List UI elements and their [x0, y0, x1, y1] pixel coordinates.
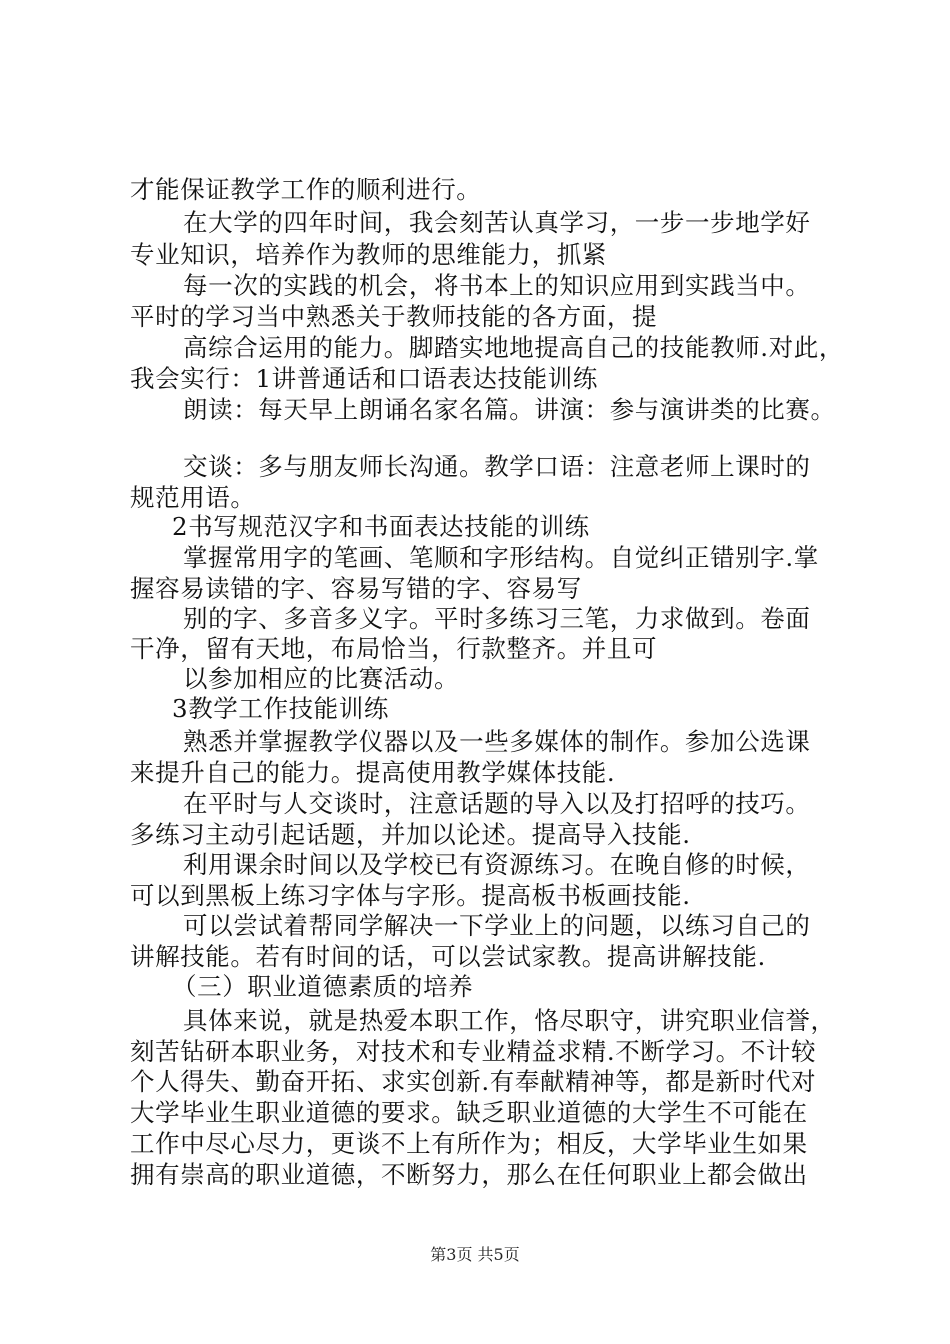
text-line: 干净，留有天地，布局恰当，行款整齐。并且可 [130, 634, 658, 663]
text-line: 2书写规范汉字和书面表达技能的训练 [172, 512, 590, 541]
text-line: 别的字、多音多义字。平时多练习三笔，力求做到。卷面 [183, 604, 811, 633]
text-line: 可以到黑板上练习字体与字形。提高板书板画技能. [130, 881, 691, 910]
text-line: 工作中尽心尽力，更谈不上有所作为；相反，大学毕业生如果 [130, 1129, 808, 1158]
section-heading: （三）职业道德素质的培养 [172, 972, 474, 1001]
text-line: 高综合运用的能力。脚踏实地地提高自己的技能教师.对此， [183, 333, 844, 362]
text-line: 在平时与人交谈时，注意话题的导入以及打招呼的技巧。 [183, 789, 811, 818]
text-line: 3教学工作技能训练 [172, 694, 389, 723]
text-line: 握容易读错的字、容易写错的字、容易写 [130, 574, 582, 603]
text-line: 才能保证教学工作的顺利进行。 [130, 175, 482, 204]
text-line: 交谈：多与朋友师长沟通。教学口语：注意老师上课时的 [183, 452, 811, 481]
text-line: 大学毕业生职业道德的要求。缺乏职业道德的大学生不可能在 [130, 1098, 808, 1127]
text-line: 在大学的四年时间，我会刻苦认真学习，一步一步地学好 [183, 208, 811, 237]
text-line: 掌握常用字的笔画、笔顺和字形结构。自觉纠正错别字.掌 [183, 543, 819, 572]
text-line: 具体来说，就是热爱本职工作，恪尽职守，讲究职业信誉， [183, 1006, 836, 1035]
text-line: 拥有崇高的职业道德，不断努力，那么在任何职业上都会做出 [130, 1160, 808, 1189]
text-line: 来提升自己的能力。提高使用教学媒体技能. [130, 758, 616, 787]
text-line: 熟悉并掌握教学仪器以及一些多媒体的制作。参加公选课 [183, 727, 811, 756]
text-line: 讲解技能。若有时间的话，可以尝试家教。提高讲解技能. [130, 942, 766, 971]
text-line: 平时的学习当中熟悉关于教师技能的各方面，提 [130, 302, 658, 331]
text-line: 可以尝试着帮同学解决一下学业上的问题，以练习自己的 [183, 911, 811, 940]
text-line: 朗读：每天早上朗诵名家名篇。讲演：参与演讲类的比赛。 [183, 395, 836, 424]
text-line: 以参加相应的比赛活动。 [183, 664, 460, 693]
text-line: 多练习主动引起话题，并加以论述。提高导入技能. [130, 820, 691, 849]
text-line: 我会实行：1讲普通话和口语表达技能训练 [130, 364, 598, 393]
text-line: 规范用语。 [130, 483, 256, 512]
text-line: 专业知识，培养作为教师的思维能力，抓紧 [130, 240, 607, 269]
text-line: 刻苦钻研本职业务，对技术和专业精益求精.不断学习。不计较 [130, 1037, 817, 1066]
text-line: 利用课余时间以及学校已有资源练习。在晚自修的时候， [183, 850, 811, 879]
text-line: 个人得失、勤奋开拓、求实创新.有奉献精神等，都是新时代对 [130, 1067, 817, 1096]
text-line: 每一次的实践的机会，将书本上的知识应用到实践当中。 [183, 271, 811, 300]
page-footer: 第3页 共5页 [430, 1245, 520, 1264]
